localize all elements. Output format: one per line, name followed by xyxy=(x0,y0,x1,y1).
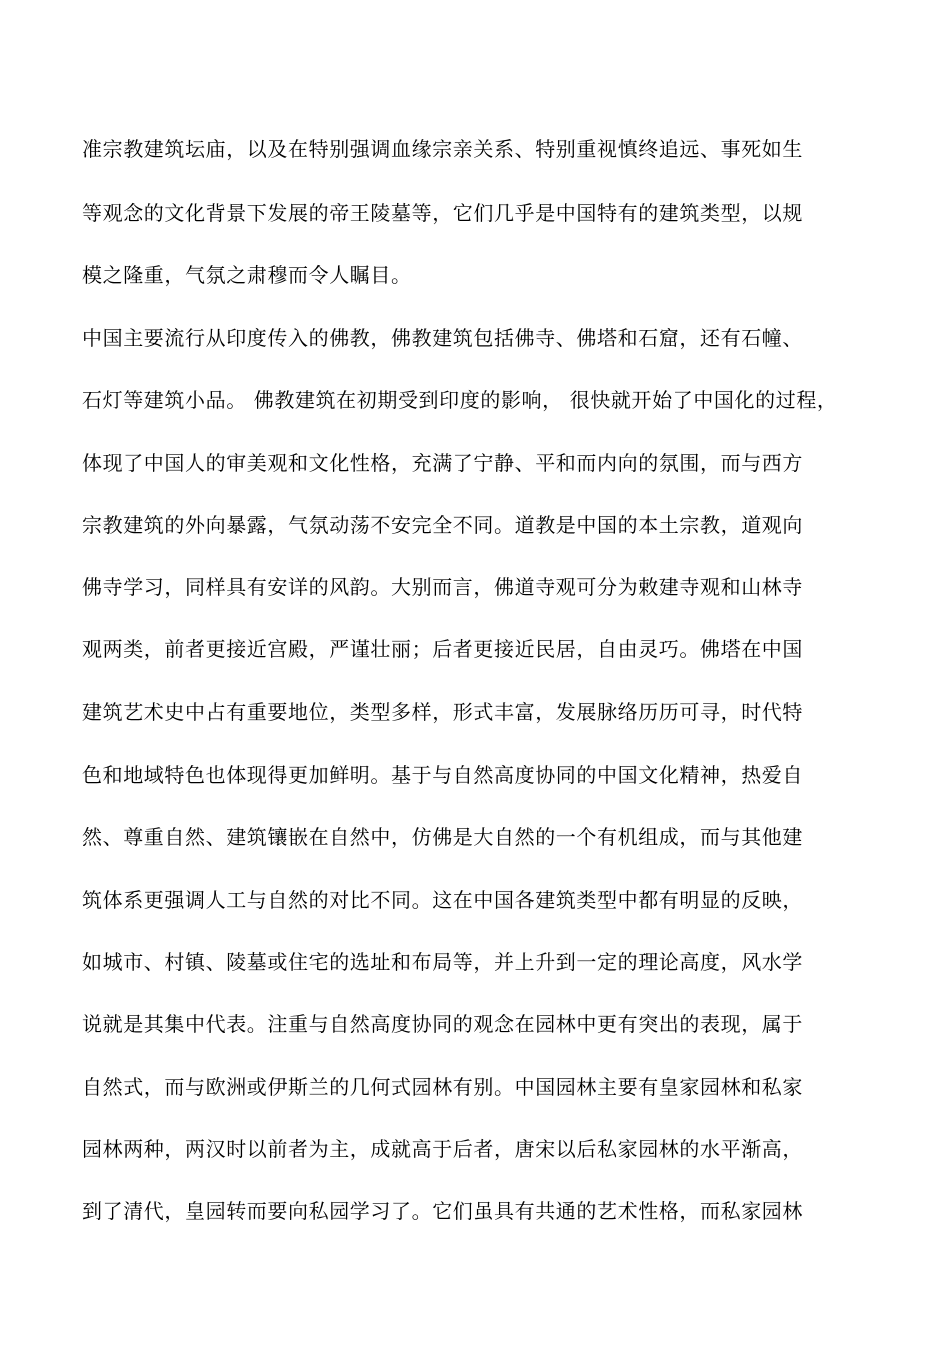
text-line: 色和地域特色也体现得更加鲜明。基于与自然高度协同的中国文化精神，热爱自 xyxy=(82,763,803,787)
text-line: 体现了中国人的审美观和文化性格，充满了宁静、平和而内向的氛围，而与西方 xyxy=(82,451,803,475)
text-line: 到了清代，皇园转而要向私园学习了。它们虽具有共通的艺术性格，而私家园林 xyxy=(82,1199,803,1223)
text-line: 中国主要流行从印度传入的佛教，佛教建筑包括佛寺、佛塔和石窟，还有石幢、 xyxy=(82,326,803,350)
text-line: 筑体系更强调人工与自然的对比不同。这在中国各建筑类型中都有明显的反映， xyxy=(82,888,803,912)
text-line: 佛寺学习，同样具有安详的风韵。大别而言，佛道寺观可分为敕建寺观和山林寺 xyxy=(82,575,803,599)
text-line: 石灯等建筑小品。 佛教建筑在初期受到印度的影响， 很快就开始了中国化的过程， xyxy=(82,388,838,412)
text-line: 建筑艺术史中占有重要地位，类型多样，形式丰富，发展脉络历历可寻，时代特 xyxy=(82,700,803,724)
text-line: 自然式，而与欧洲或伊斯兰的几何式园林有别。中国园林主要有皇家园林和私家 xyxy=(82,1075,803,1099)
text-line: 宗教建筑的外向暴露，气氛动荡不安完全不同。道教是中国的本土宗教，道观向 xyxy=(82,513,803,537)
text-line: 等观念的文化背景下发展的帝王陵墓等，它们几乎是中国特有的建筑类型，以规 xyxy=(82,201,803,225)
text-line: 准宗教建筑坛庙，以及在特别强调血缘宗亲关系、特别重视慎终追远、事死如生 xyxy=(82,137,803,161)
text-line: 观两类，前者更接近宫殿，严谨壮丽；后者更接近民居，自由灵巧。佛塔在中国 xyxy=(82,637,803,661)
text-line: 说就是其集中代表。注重与自然高度协同的观念在园林中更有突出的表现，属于 xyxy=(82,1012,803,1036)
text-line: 如城市、村镇、陵墓或住宅的选址和布局等，并上升到一定的理论高度，风水学 xyxy=(82,950,803,974)
text-line: 模之隆重，气氛之肃穆而令人瞩目。 xyxy=(82,263,412,287)
text-line: 然、尊重自然、建筑镶嵌在自然中，仿佛是大自然的一个有机组成，而与其他建 xyxy=(82,825,803,849)
text-line: 园林两种，两汉时以前者为主，成就高于后者，唐宋以后私家园林的水平渐高， xyxy=(82,1137,803,1161)
